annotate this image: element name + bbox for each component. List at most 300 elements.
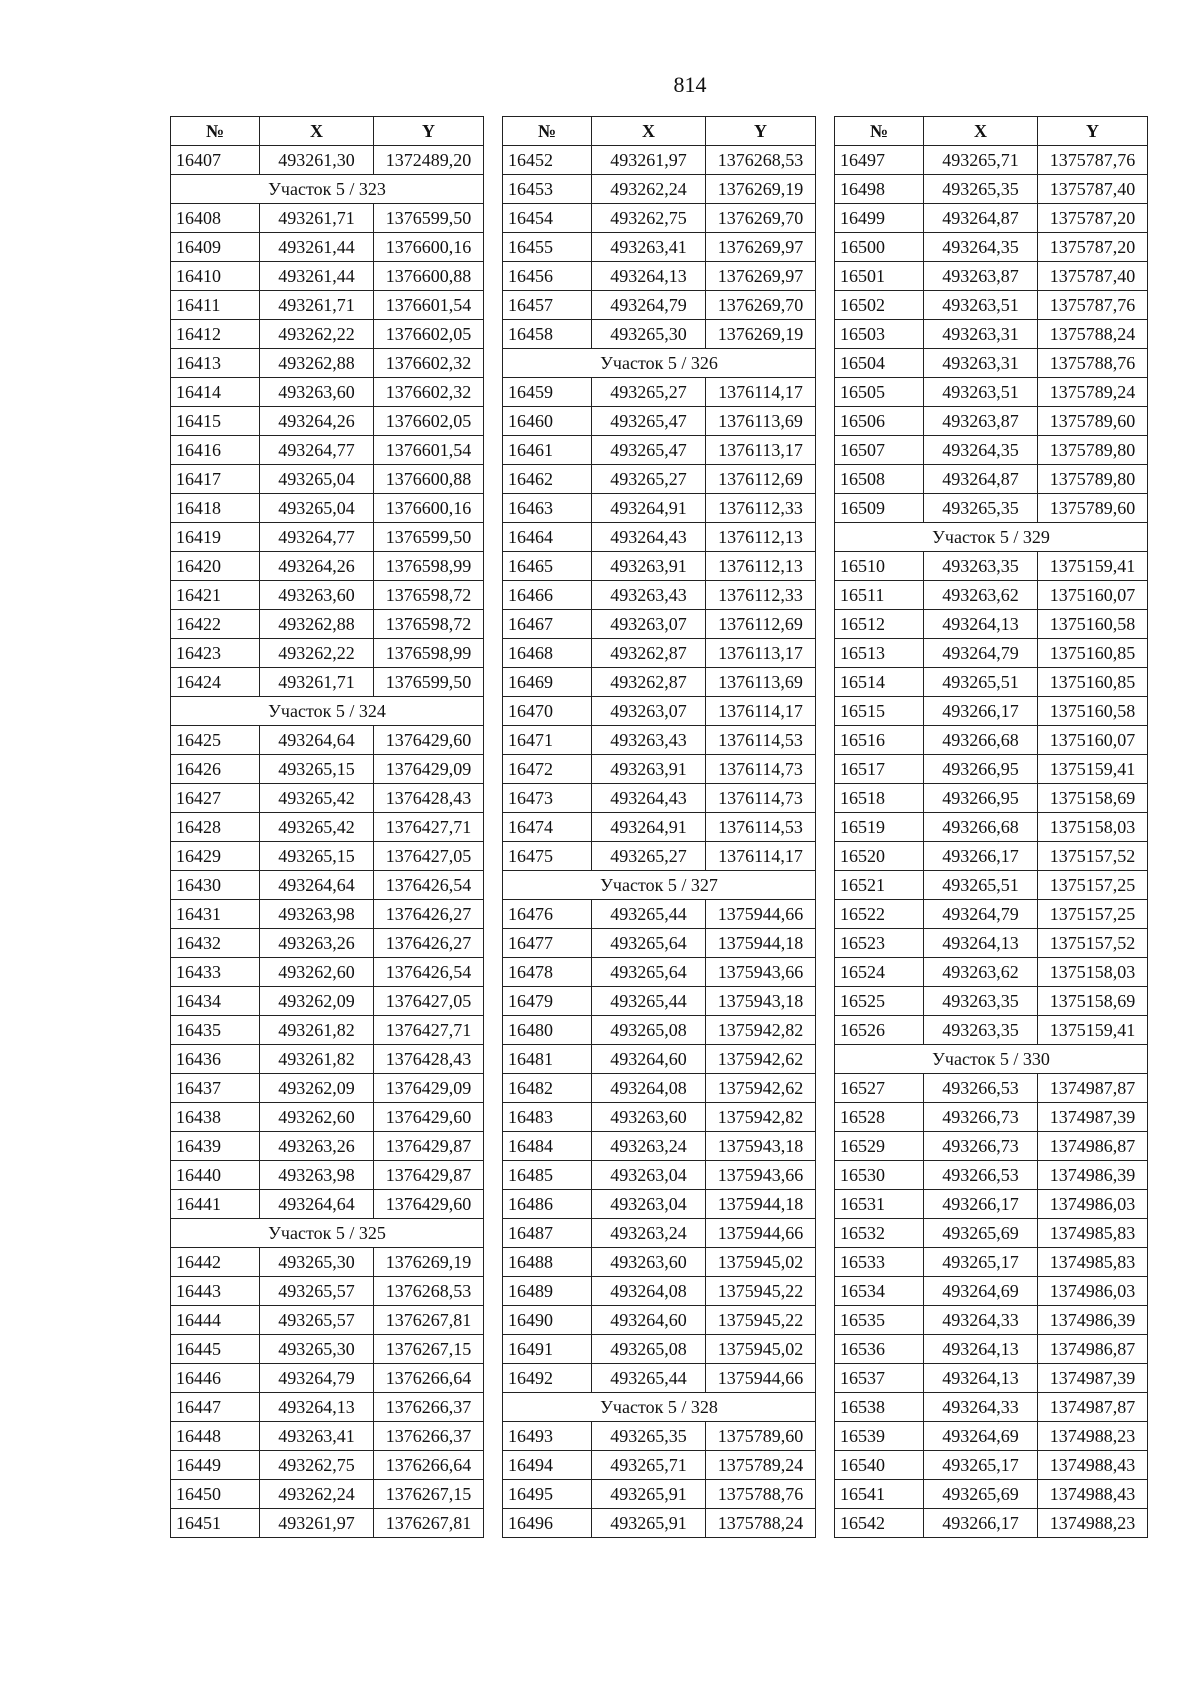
x-coordinate: 493262,22 [260,639,374,668]
y-coordinate: 1376427,71 [374,1016,484,1045]
point-number: 16515 [835,697,924,726]
table-row [503,1161,816,1190]
x-coordinate: 493264,77 [260,523,374,552]
y-coordinate: 1375787,40 [1038,175,1148,204]
x-coordinate: 493266,73 [924,1132,1038,1161]
table-row [171,1248,484,1277]
x-coordinate: 493261,97 [592,146,706,175]
y-coordinate: 1374986,39 [1038,1306,1148,1335]
y-coordinate: 1375787,76 [1038,291,1148,320]
y-coordinate: 1375944,66 [706,1219,816,1248]
point-number: 16498 [835,175,924,204]
x-coordinate: 493263,60 [592,1248,706,1277]
section-row [503,871,816,900]
y-coordinate: 1376113,17 [706,639,816,668]
y-coordinate: 1375158,03 [1038,958,1148,987]
x-coordinate: 493263,31 [924,349,1038,378]
y-coordinate: 1375789,60 [1038,494,1148,523]
table-row [171,465,484,494]
y-coordinate: 1375789,80 [1038,465,1148,494]
table-row [171,1509,484,1538]
point-number: 16518 [835,784,924,813]
x-coordinate: 493263,24 [592,1132,706,1161]
table-row [835,929,1148,958]
y-coordinate: 1375945,22 [706,1277,816,1306]
x-coordinate: 493263,43 [592,726,706,755]
y-coordinate: 1375788,76 [1038,349,1148,378]
x-header: X [260,117,374,146]
y-coordinate: 1375943,18 [706,1132,816,1161]
y-coordinate: 1376266,64 [374,1364,484,1393]
table-row [835,291,1148,320]
table-row [503,668,816,697]
point-number: 16499 [835,204,924,233]
x-coordinate: 493262,22 [260,320,374,349]
table-row [835,262,1148,291]
table-row [171,987,484,1016]
table-row [171,1190,484,1219]
y-coordinate: 1376599,50 [374,523,484,552]
y-coordinate: 1374985,83 [1038,1248,1148,1277]
point-number: 16525 [835,987,924,1016]
coordinate-table [170,116,484,1538]
table-row [503,552,816,581]
x-coordinate: 493265,51 [924,871,1038,900]
y-coordinate: 1376598,99 [374,552,484,581]
y-coordinate: 1376429,60 [374,1103,484,1132]
y-coordinate: 1375159,41 [1038,755,1148,784]
x-coordinate: 493263,51 [924,378,1038,407]
x-coordinate: 493263,35 [924,987,1038,1016]
x-coordinate: 493265,35 [924,494,1038,523]
x-coordinate: 493262,87 [592,639,706,668]
x-header: X [592,117,706,146]
point-number: 16514 [835,668,924,697]
point-number: 16446 [171,1364,260,1393]
table-row [171,1306,484,1335]
table-row [503,378,816,407]
x-coordinate: 493266,68 [924,813,1038,842]
y-coordinate: 1376599,50 [374,668,484,697]
table-row [171,929,484,958]
y-coordinate: 1376268,53 [374,1277,484,1306]
y-coordinate: 1375157,25 [1038,871,1148,900]
table-row [503,697,816,726]
x-coordinate: 493265,71 [924,146,1038,175]
point-number: 16532 [835,1219,924,1248]
point-number: 16464 [503,523,592,552]
section-row [171,175,484,204]
point-number: 16409 [171,233,260,262]
y-coordinate: 1375945,02 [706,1335,816,1364]
point-number: 16501 [835,262,924,291]
point-number: 16480 [503,1016,592,1045]
point-number: 16538 [835,1393,924,1422]
table-row [835,639,1148,668]
table-row [171,378,484,407]
point-number: 16444 [171,1306,260,1335]
x-coordinate: 493264,33 [924,1393,1038,1422]
x-coordinate: 493264,64 [260,1190,374,1219]
point-number: 16533 [835,1248,924,1277]
table-row [171,436,484,465]
y-coordinate: 1375943,66 [706,1161,816,1190]
y-coordinate: 1375944,66 [706,900,816,929]
point-number: 16474 [503,813,592,842]
point-number: 16513 [835,639,924,668]
x-coordinate: 493264,13 [924,929,1038,958]
x-coordinate: 493265,27 [592,842,706,871]
point-number: 16445 [171,1335,260,1364]
point-number: 16408 [171,204,260,233]
table-row [503,1016,816,1045]
table-row [171,204,484,233]
y-coordinate: 1376427,05 [374,842,484,871]
x-coordinate: 493264,13 [924,1335,1038,1364]
y-coordinate: 1375157,52 [1038,842,1148,871]
table-row [835,871,1148,900]
table-row [503,1277,816,1306]
table-row [835,552,1148,581]
y-coordinate: 1375160,85 [1038,668,1148,697]
point-number: 16419 [171,523,260,552]
y-coordinate: 1375787,20 [1038,204,1148,233]
y-coordinate: 1376269,70 [706,204,816,233]
table-row [835,407,1148,436]
y-coordinate: 1376268,53 [706,146,816,175]
table-row [835,784,1148,813]
y-coordinate: 1376112,13 [706,523,816,552]
point-number: 16426 [171,755,260,784]
x-coordinate: 493261,71 [260,668,374,697]
table-row [171,871,484,900]
header-row [835,117,1148,146]
point-number: 16520 [835,842,924,871]
table-row [171,813,484,842]
header-row [503,117,816,146]
section-label: Участок 5 / 327 [503,871,816,900]
point-number: 16491 [503,1335,592,1364]
y-coordinate: 1376112,33 [706,581,816,610]
y-coordinate: 1376598,72 [374,610,484,639]
x-coordinate: 493264,79 [260,1364,374,1393]
section-row [503,1393,816,1422]
point-number: 16485 [503,1161,592,1190]
point-number: 16427 [171,784,260,813]
x-coordinate: 493263,26 [260,1132,374,1161]
table-row [835,1451,1148,1480]
table-row [835,1219,1148,1248]
point-number: 16473 [503,784,592,813]
y-coordinate: 1374987,87 [1038,1393,1148,1422]
point-number: 16481 [503,1045,592,1074]
table-row [171,1480,484,1509]
point-number: 16488 [503,1248,592,1277]
point-number: 16503 [835,320,924,349]
number-header: № [835,117,924,146]
table-row [503,494,816,523]
point-number: 16471 [503,726,592,755]
table-row [503,929,816,958]
x-coordinate: 493262,87 [592,668,706,697]
point-number: 16463 [503,494,592,523]
y-coordinate: 1375944,66 [706,1364,816,1393]
section-row [835,523,1148,552]
x-coordinate: 493263,07 [592,610,706,639]
y-header: Y [374,117,484,146]
table-row [835,1016,1148,1045]
table-row [835,958,1148,987]
point-number: 16411 [171,291,260,320]
table-row [835,842,1148,871]
point-number: 16476 [503,900,592,929]
y-coordinate: 1375787,20 [1038,233,1148,262]
y-coordinate: 1375944,18 [706,929,816,958]
point-number: 16453 [503,175,592,204]
table-row [503,175,816,204]
y-coordinate: 1375160,07 [1038,581,1148,610]
table-row [835,1190,1148,1219]
table-row [503,436,816,465]
x-coordinate: 493265,08 [592,1016,706,1045]
x-coordinate: 493262,88 [260,349,374,378]
x-coordinate: 493264,33 [924,1306,1038,1335]
table-row [835,1161,1148,1190]
x-coordinate: 493262,60 [260,958,374,987]
table-row [835,436,1148,465]
point-number: 16410 [171,262,260,291]
x-coordinate: 493261,44 [260,233,374,262]
section-label: Участок 5 / 326 [503,349,816,378]
y-coordinate: 1376600,16 [374,494,484,523]
coordinate-table-column-2 [502,116,816,1538]
x-coordinate: 493265,57 [260,1306,374,1335]
y-coordinate: 1375787,76 [1038,146,1148,175]
y-coordinate: 1374986,87 [1038,1335,1148,1364]
y-coordinate: 1376426,54 [374,958,484,987]
y-coordinate: 1376426,27 [374,900,484,929]
x-coordinate: 493265,17 [924,1451,1038,1480]
point-number: 16542 [835,1509,924,1538]
point-number: 16521 [835,871,924,900]
x-coordinate: 493262,88 [260,610,374,639]
point-number: 16490 [503,1306,592,1335]
table-row [503,581,816,610]
x-coordinate: 493263,98 [260,900,374,929]
y-coordinate: 1376599,50 [374,204,484,233]
point-number: 16523 [835,929,924,958]
point-number: 16442 [171,1248,260,1277]
x-coordinate: 493264,08 [592,1277,706,1306]
table-row [171,900,484,929]
y-coordinate: 1376269,97 [706,262,816,291]
point-number: 16531 [835,1190,924,1219]
point-number: 16510 [835,552,924,581]
table-row [171,349,484,378]
x-coordinate: 493261,44 [260,262,374,291]
y-coordinate: 1374985,83 [1038,1219,1148,1248]
y-coordinate: 1376601,54 [374,291,484,320]
table-row [503,233,816,262]
table-row [835,1103,1148,1132]
point-number: 16477 [503,929,592,958]
y-coordinate: 1376266,64 [374,1451,484,1480]
x-coordinate: 493263,91 [592,552,706,581]
x-coordinate: 493265,08 [592,1335,706,1364]
point-number: 16448 [171,1422,260,1451]
x-coordinate: 493265,91 [592,1480,706,1509]
x-coordinate: 493265,69 [924,1219,1038,1248]
table-row [503,407,816,436]
y-coordinate: 1375789,60 [1038,407,1148,436]
point-number: 16540 [835,1451,924,1480]
point-number: 16435 [171,1016,260,1045]
x-coordinate: 493264,35 [924,233,1038,262]
table-row [835,378,1148,407]
x-coordinate: 493266,73 [924,1103,1038,1132]
table-row [171,1451,484,1480]
y-coordinate: 1374987,39 [1038,1103,1148,1132]
x-coordinate: 493264,08 [592,1074,706,1103]
y-coordinate: 1376266,37 [374,1393,484,1422]
table-row [171,1393,484,1422]
table-row [503,1306,816,1335]
x-coordinate: 493263,62 [924,581,1038,610]
y-coordinate: 1376267,81 [374,1509,484,1538]
x-coordinate: 493266,53 [924,1161,1038,1190]
x-coordinate: 493265,47 [592,407,706,436]
table-row [835,1422,1148,1451]
point-number: 16460 [503,407,592,436]
x-coordinate: 493262,75 [592,204,706,233]
point-number: 16454 [503,204,592,233]
x-coordinate: 493262,24 [592,175,706,204]
x-coordinate: 493265,30 [260,1248,374,1277]
y-coordinate: 1375160,58 [1038,697,1148,726]
point-number: 16438 [171,1103,260,1132]
y-coordinate: 1374986,39 [1038,1161,1148,1190]
y-coordinate: 1376602,05 [374,407,484,436]
y-coordinate: 1376113,17 [706,436,816,465]
point-number: 16449 [171,1451,260,1480]
x-coordinate: 493261,30 [260,146,374,175]
point-number: 16451 [171,1509,260,1538]
y-coordinate: 1376598,99 [374,639,484,668]
table-row [835,1277,1148,1306]
table-row [503,958,816,987]
x-coordinate: 493265,04 [260,465,374,494]
x-coordinate: 493265,30 [260,1335,374,1364]
y-coordinate: 1376429,09 [374,1074,484,1103]
point-number: 16512 [835,610,924,639]
y-coordinate: 1376267,81 [374,1306,484,1335]
point-number: 16425 [171,726,260,755]
table-row [835,349,1148,378]
table-row [171,842,484,871]
table-row [171,320,484,349]
y-coordinate: 1374988,43 [1038,1480,1148,1509]
point-number: 16467 [503,610,592,639]
y-coordinate: 1376113,69 [706,407,816,436]
table-row [503,987,816,1016]
table-row [171,262,484,291]
x-coordinate: 493266,17 [924,697,1038,726]
table-row [835,610,1148,639]
point-number: 16423 [171,639,260,668]
table-row [171,291,484,320]
table-row [171,407,484,436]
y-coordinate: 1375789,24 [1038,378,1148,407]
table-row [171,755,484,784]
table-row [503,146,816,175]
point-number: 16530 [835,1161,924,1190]
y-coordinate: 1375788,76 [706,1480,816,1509]
y-coordinate: 1374987,87 [1038,1074,1148,1103]
section-row [171,697,484,726]
point-number: 16429 [171,842,260,871]
y-coordinate: 1376427,71 [374,813,484,842]
point-number: 16424 [171,668,260,697]
x-coordinate: 493263,41 [592,233,706,262]
table-row [835,1248,1148,1277]
x-coordinate: 493265,27 [592,378,706,407]
point-number: 16536 [835,1335,924,1364]
point-number: 16428 [171,813,260,842]
table-row [171,1277,484,1306]
table-row [835,1335,1148,1364]
point-number: 16472 [503,755,592,784]
y-coordinate: 1376602,32 [374,378,484,407]
table-row [835,233,1148,262]
table-row [835,581,1148,610]
table-row [835,987,1148,1016]
point-number: 16447 [171,1393,260,1422]
x-coordinate: 493263,43 [592,581,706,610]
point-number: 16478 [503,958,592,987]
y-coordinate: 1376112,69 [706,610,816,639]
point-number: 16516 [835,726,924,755]
section-label: Участок 5 / 329 [835,523,1148,552]
y-coordinate: 1376267,15 [374,1335,484,1364]
table-row [835,1480,1148,1509]
section-row [171,1219,484,1248]
x-coordinate: 493265,17 [924,1248,1038,1277]
y-coordinate: 1375945,22 [706,1306,816,1335]
table-row [171,494,484,523]
y-coordinate: 1375945,02 [706,1248,816,1277]
x-coordinate: 493262,09 [260,1074,374,1103]
point-number: 16455 [503,233,592,262]
point-number: 16528 [835,1103,924,1132]
table-row [835,813,1148,842]
x-coordinate: 493263,51 [924,291,1038,320]
x-coordinate: 493262,75 [260,1451,374,1480]
point-number: 16456 [503,262,592,291]
x-coordinate: 493263,87 [924,262,1038,291]
y-coordinate: 1376114,17 [706,697,816,726]
table-row [835,1364,1148,1393]
point-number: 16519 [835,813,924,842]
table-row [835,1393,1148,1422]
table-row [503,900,816,929]
x-coordinate: 493263,98 [260,1161,374,1190]
table-row [835,204,1148,233]
x-coordinate: 493265,57 [260,1277,374,1306]
y-coordinate: 1376600,88 [374,465,484,494]
table-row [171,1103,484,1132]
table-row [171,146,484,175]
point-number: 16440 [171,1161,260,1190]
